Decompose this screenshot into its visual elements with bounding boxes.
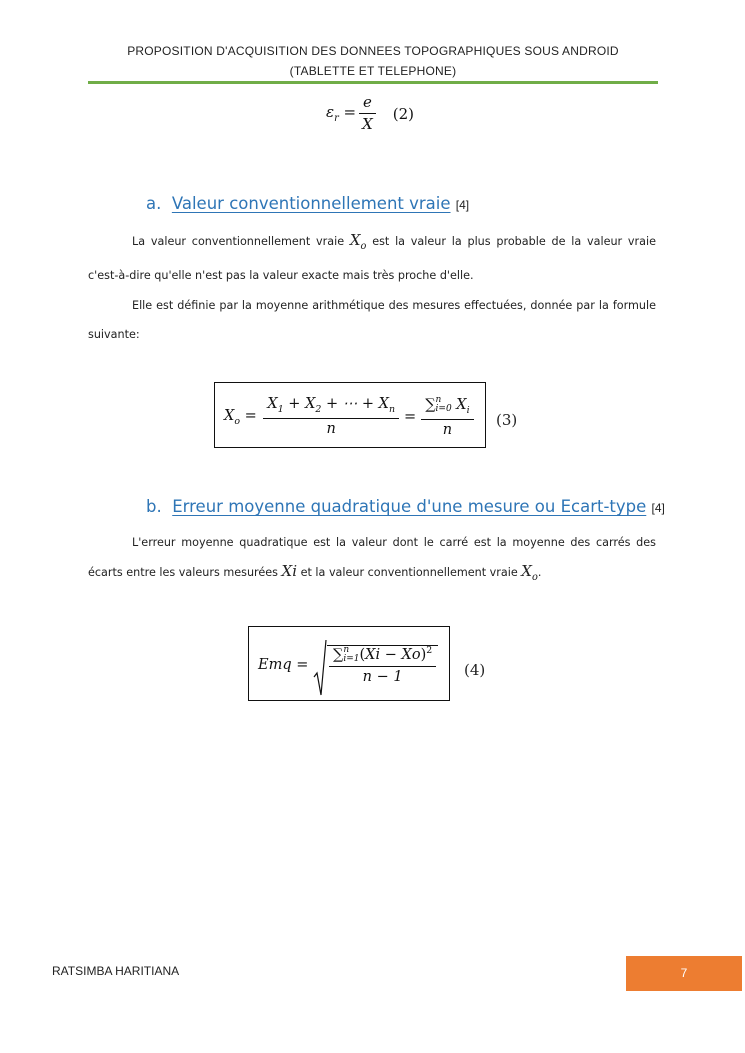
- eq2-lhs: $\varepsilon_r$ =: [326, 103, 357, 125]
- section-b-title: Erreur moyenne quadratique d'une mesure ou Ecart-type: [172, 497, 647, 516]
- footer-author: RATSIMBA HARITIANA: [52, 964, 180, 978]
- eq4-lhs: Emq =: [258, 656, 313, 673]
- header-title-line1: PROPOSITION D'ACQUISITION DES DONNEES TOPOGRAPHIQUES SOUS ANDROID: [127, 44, 619, 58]
- eq3-denominator-1: n: [326, 421, 336, 438]
- eq3-numerator-1: $X_1 + X_2$ + ⋯ + $X_n$: [263, 396, 399, 419]
- header-rule: [88, 81, 658, 84]
- section-b-heading: [146, 497, 665, 516]
- section-a-heading: [146, 194, 469, 213]
- section-b-paragraph-1: L'erreur moyenne quadratique est la valeur dont le carré est la moyenne des carrés des écarts entre les valeurs mesurées Xi et la valeur conventionnellement vraie $X_o$.: [88, 536, 656, 583]
- eq2-fraction: [358, 94, 377, 134]
- eq2-label: (2): [392, 104, 415, 123]
- eq4-numerator: ∑ n i=1 $(Xi - Xo)^2$: [329, 646, 436, 667]
- eq3-equals: =: [404, 409, 417, 425]
- section-b-ref: [4]: [651, 501, 665, 515]
- eq4-denominator: n − 1: [362, 669, 403, 686]
- section-a-paragraph-2: Elle est définie par la moyenne arithmétique des mesures effectuées, donnée par la formule suivante:: [88, 299, 656, 341]
- section-b-prefix: b.: [146, 497, 162, 516]
- eq3-fraction-1: [263, 396, 399, 437]
- equation-4: [258, 637, 438, 692]
- eq3-lhs: $X_o$ =: [224, 407, 262, 427]
- sqrt-radical-icon: [313, 639, 327, 697]
- eq4-fraction: [329, 646, 436, 686]
- eq3-numerator-2: ∑ n i=0 $X_i$: [421, 396, 473, 420]
- eq4-label: (4): [464, 661, 486, 679]
- eq2-denominator: X: [362, 115, 373, 134]
- section-a-ref: [4]: [455, 198, 470, 212]
- eq2-numerator: e: [359, 94, 376, 114]
- section-a-paragraph-1: La valeur conventionnellement vraie $X_o$ est la valeur la plus probable de la valeur vraie c'est-à-dire qu'elle n'est pas la valeur exacte mais très proche d'elle.: [88, 231, 656, 282]
- section-a-prefix: a.: [146, 194, 162, 213]
- eq3-label: (3): [496, 411, 518, 429]
- equation-2: [326, 94, 414, 134]
- equation-3: [224, 392, 476, 442]
- footer-page-number: 7: [626, 956, 742, 991]
- eq3-denominator-2: n: [442, 421, 453, 438]
- section-a-title: Valeur conventionnellement vraie: [171, 194, 451, 213]
- eq3-fraction-2: [421, 396, 473, 438]
- header-title-line2: (TABLETTE ET TELEPHONE): [289, 64, 457, 78]
